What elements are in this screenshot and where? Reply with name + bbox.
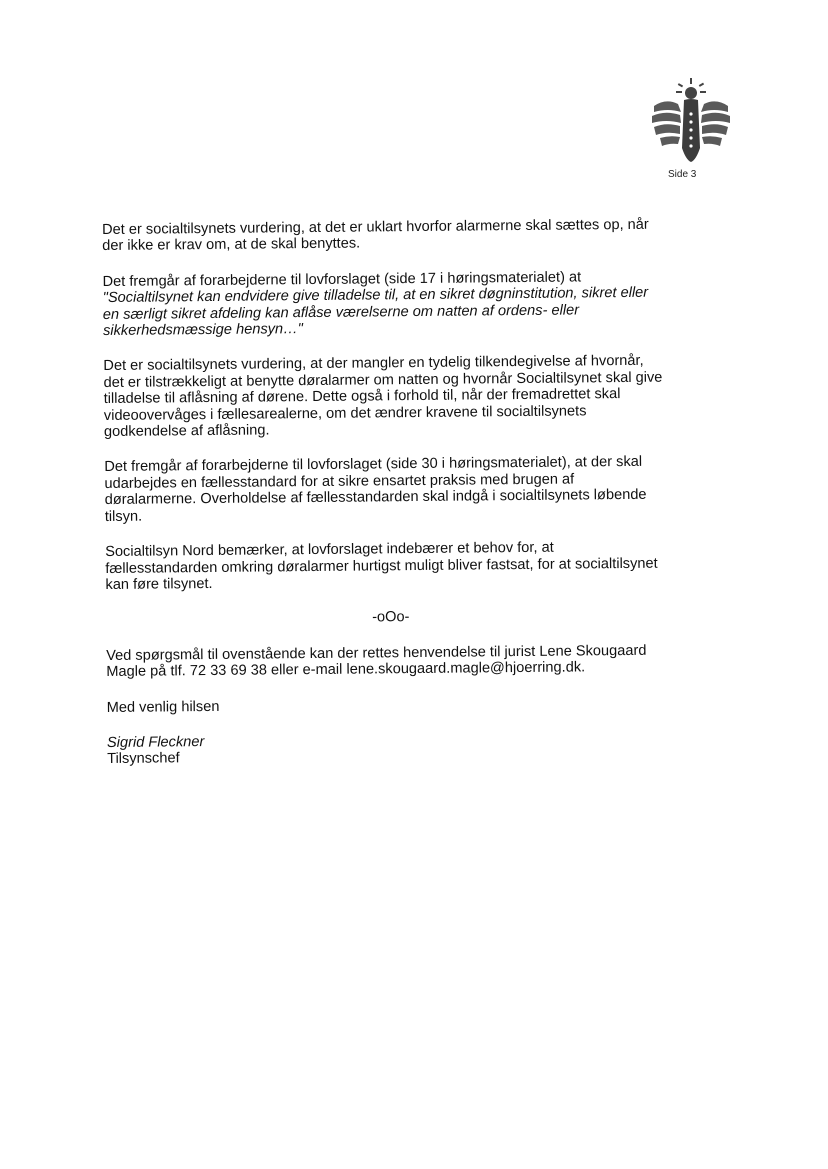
paragraph-common-standard: Det fremgår af forarbejderne til lovforslaget (side 30 i høringsmaterialet), at der skal udarbejdes en fællesstandard for at sikre ensartet praksis med brugen af døralarmerne. Overholdelse af fællesstandarden skal indgå i socialtilsynets løbende tilsyn. bbox=[104, 454, 647, 525]
paragraph-preparatory-work-quote bbox=[102, 268, 663, 339]
page-number: Side 3 bbox=[668, 169, 697, 180]
paragraph-assessment-locking: Det er socialtilsynets vurdering, at der mangler en tydelig tilkendegivelse af hvornår, det er tilstrækkeligt at benytte døralarmer om natten og hvornår Socialtilsynet skal give tilladelse til aflåsning af dørene. Dette også i forhold til, når der fremadrettet skal videoovervåges i fællesarealerne, om det ændrer kravene til socialtilsynets godkendelse af aflåsning. bbox=[103, 353, 663, 441]
paragraph-remark: Socialtilsyn Nord bemærker, at lovforslaget indebærer et behov for, at fællesstandarden omkring døralarmer hurtigst muligt bliver fastsat, for at socialtilsynet kan føre tilsynet. bbox=[105, 539, 658, 593]
signer-name: Sigrid Fleckner bbox=[106, 733, 205, 751]
letter-body bbox=[102, 217, 667, 768]
paragraph-assessment-alarms: Det er socialtilsynets vurdering, at det er uklart hvorfor alarmerne skal sættes op, når der ikke er krav om, at de skal benyttes. bbox=[102, 216, 649, 255]
paragraph-contact-info: Ved spørgsmål til ovenstående kan der rettes henvendelse til jurist Lene Skougaard Magle på tlf. 72 33 69 38 eller e-mail lene.skougaard.magle@hjoerring.dk. bbox=[106, 642, 647, 681]
signature-block bbox=[107, 730, 667, 768]
paragraph-intro-text: Det fremgår af forarbejderne til lovforslaget (side 17 i høringsmaterialet) at bbox=[102, 269, 582, 290]
section-separator: -oOo- bbox=[372, 609, 410, 626]
closing-greeting: Med venlig hilsen bbox=[106, 698, 220, 716]
signer-title: Tilsynschef bbox=[107, 750, 180, 768]
municipality-crest-icon bbox=[648, 78, 740, 162]
quoted-text: "Socialtilsynet kan endvidere give tilladelse til, at en sikret døgninstitution, sikret eller en særligt sikret afdeling kan aflåse værelserne om natten af ordens- eller sikkerhedsmæssige hensyn…" bbox=[102, 284, 649, 340]
